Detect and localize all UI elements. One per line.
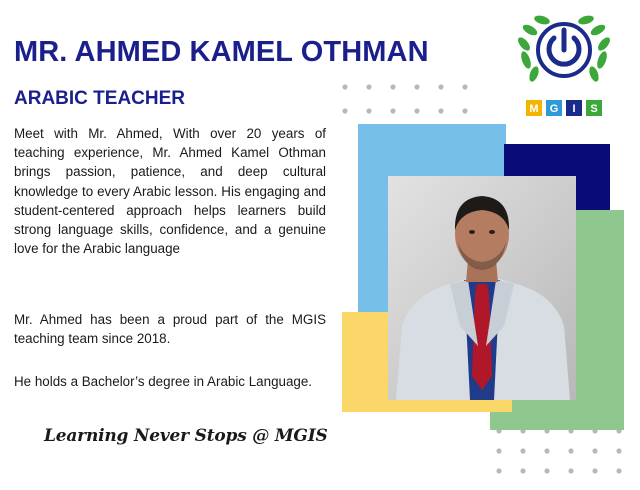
dot-grid-top bbox=[340, 82, 490, 118]
teacher-role: ARABIC TEACHER bbox=[14, 88, 185, 109]
logo-letter-s: S bbox=[590, 103, 598, 115]
mgis-logo bbox=[516, 8, 612, 124]
teacher-portrait-illustration bbox=[388, 176, 576, 400]
school-slogan: Learning Never Stops @ MGIS bbox=[44, 426, 328, 446]
logo-letter-g: G bbox=[549, 103, 559, 115]
bio-paragraph-tenure: Mr. Ahmed has been a proud part of the MGIS teaching team since 2018. bbox=[14, 312, 326, 347]
teacher-photo bbox=[388, 176, 576, 400]
dot-grid-bottom bbox=[494, 426, 634, 476]
power-icon bbox=[538, 24, 590, 76]
bio-paragraph-experience: Meet with Mr. Ahmed, With over 20 years of teaching experience, Mr. Ahmed Kamel Othman brings passion, patience, and deep cultural knowledge to every Arabic lesson. His engaging and student-centered approach helps learners build strong language skills, confidence, and a genuine love for the Arabic language bbox=[14, 126, 326, 257]
bio-paragraph-degree: He holds a Bachelor’s degree in Arabic Language. bbox=[14, 374, 313, 389]
logo-letter-m: M bbox=[529, 103, 539, 115]
logo-letter-i: I bbox=[572, 103, 576, 115]
teacher-name: MR. AHMED KAMEL OTHMAN bbox=[14, 36, 429, 68]
